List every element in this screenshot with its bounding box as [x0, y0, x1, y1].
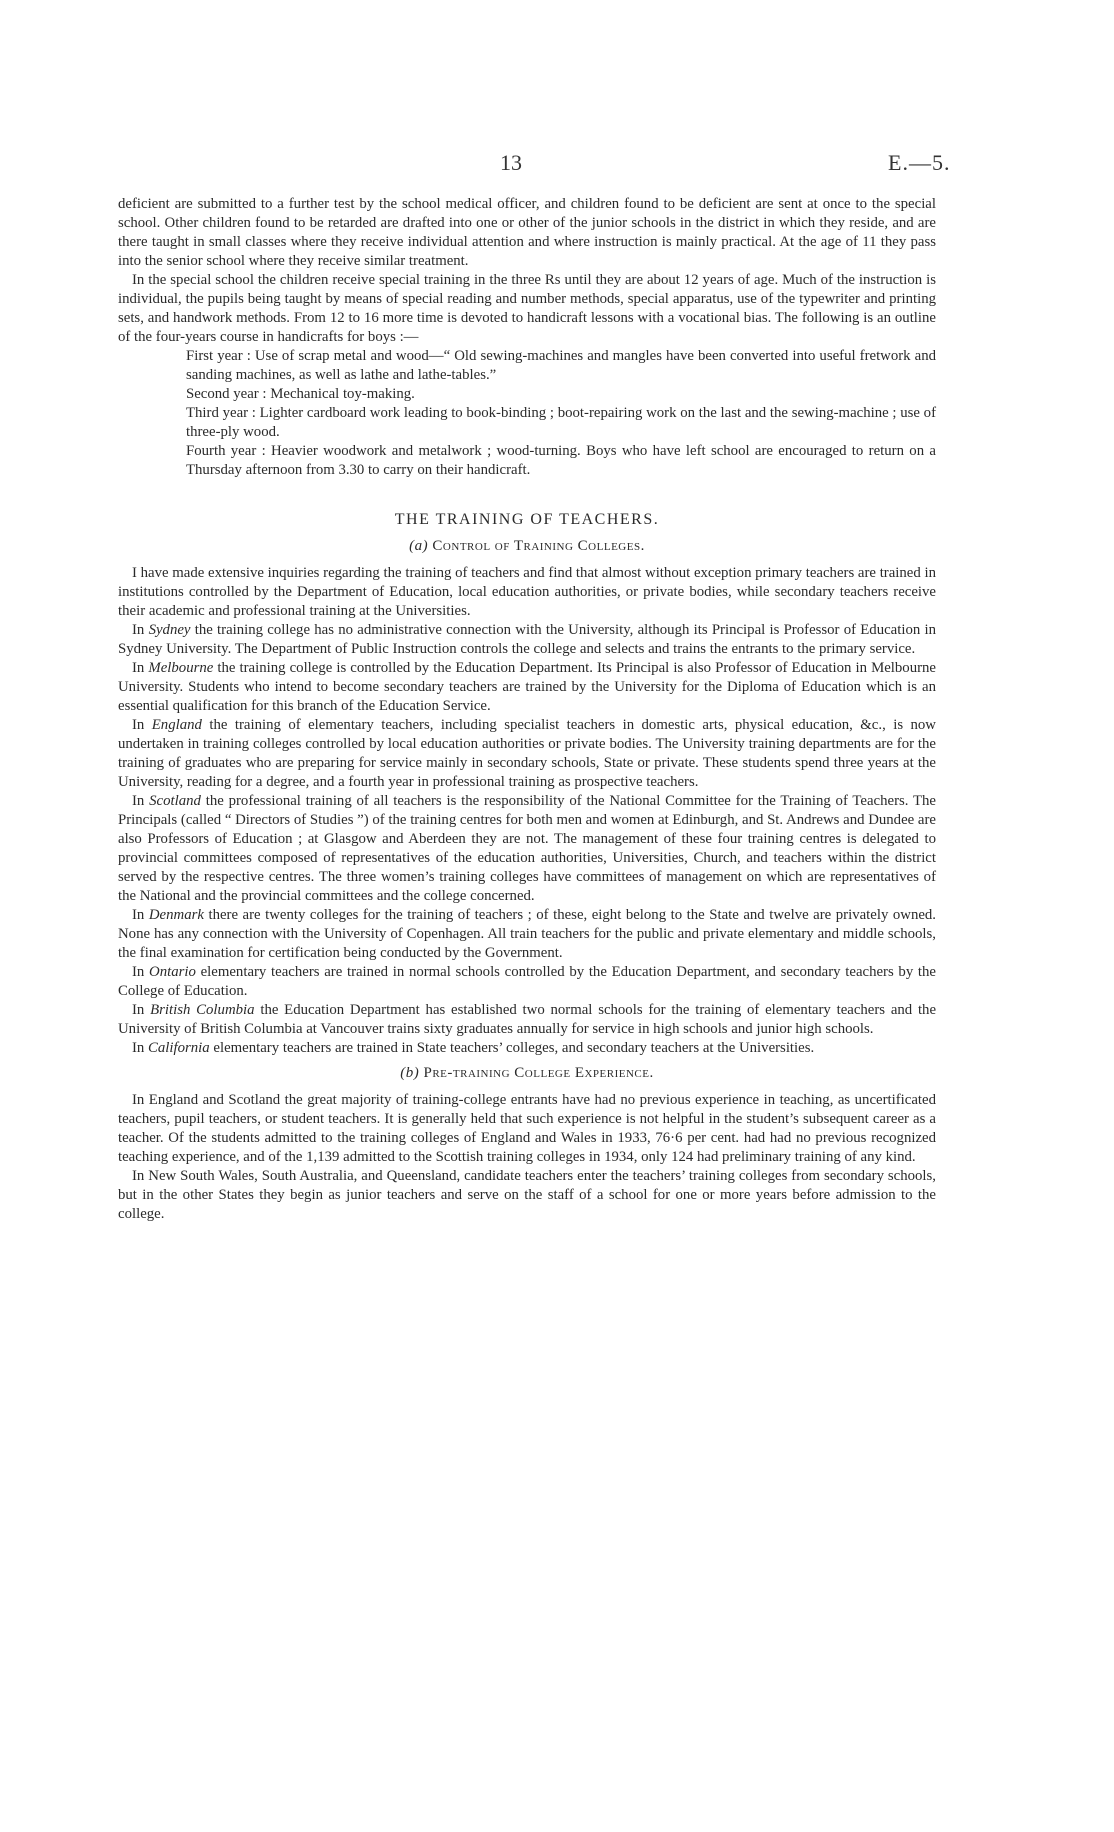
subsection-label: (b) — [400, 1065, 420, 1081]
course-term: Second year : — [186, 386, 267, 402]
place-paragraph-england: In England the training of elementary teachers, including specialist teachers in domestic arts, physical education, &c., is now undertaken in training colleges controlled by local education authorities or private bodies. The University training departments are for the training of graduates who are preparing for service mainly in secondary schools, State or private. These students spend three years at the University, reading for a degree, and a fourth year in professional training as prospective teachers. — [118, 717, 936, 790]
intro-paragraph-1: deficient are submitted to a further test by the school medical officer, and children found to be deficient are sent at once to the special school. Other children found to be retarded are drafted into one or other of the junior schools in the district in which they reside, and are there taught in small classes where they receive individual attention and where instruction is mainly practical. At the age of 11 they pass into the senior school where they receive similar treatment. — [118, 196, 936, 269]
course-text: Lighter cardboard work leading to book-binding ; boot-repairing work on the last and the sewing-machine ; use of three-ply wood. — [186, 405, 937, 440]
subsection-title: Control of Training Colleges. — [432, 538, 645, 554]
handicraft-course-list — [186, 347, 936, 480]
place-name: Scotland — [149, 793, 201, 809]
place-name: England — [151, 717, 202, 733]
intro-paragraph-2: In the special school the children receive special training in the three Rs until they are about 12 years of age. Much of the instruction is individual, the pupils being taught by means of special reading and number methods, special apparatus, use of the typewriter and printing sets, and handwork methods. From 12 to 16 more time is devoted to handicraft lessons with a vocational bias. The following is an outline of the four-years course in handicrafts for boys :— — [118, 272, 936, 345]
course-year-3 — [186, 404, 936, 442]
place-name: Ontario — [149, 964, 196, 980]
place-name: Sydney — [148, 622, 191, 638]
experience-paragraph-1: In England and Scotland the great majority of training-college entrants have had no previous experience in teaching, as uncertificated teachers, pupil teachers, or student teachers. It is generally held that such experience is not helpful in the student’s subsequent career as a teacher. Of the students admitted to the training colleges of England and Wales in 1933, 76·6 per cent. had had no previous recognized teaching experience, and of the 1,139 admitted to the Scottish training colleges in 1934, only 124 had preliminary training of any kind. — [118, 1092, 936, 1165]
place-paragraph-british-columbia: In British Columbia the Education Department has established two normal schools for the training of elementary teachers and the University of British Columbia at Vancouver trains sixty graduates annually for service in high schools and junior high schools. — [118, 1002, 937, 1037]
section-heading: THE TRAINING OF TEACHERS. — [394, 511, 660, 528]
place-name: Denmark — [148, 907, 204, 923]
course-text: Use of scrap metal and wood—“ Old sewing-machines and mangles have been converted into useful fretwork and sanding machines, as well as lathe and lathe-tables.” — [186, 348, 936, 383]
course-term: First year : — [186, 348, 251, 364]
body-text — [118, 195, 936, 1224]
course-year-1 — [186, 347, 936, 385]
place-name: British Columbia — [150, 1002, 255, 1018]
course-text: Mechanical toy-making. — [270, 386, 415, 402]
course-year-2 — [186, 385, 936, 404]
subsection-heading-b — [118, 1064, 936, 1083]
course-term: Fourth year : — [186, 443, 266, 459]
page-number: 13 — [500, 150, 522, 175]
place-paragraph-ontario: In Ontario elementary teachers are trained in normal schools controlled by the Education Department, and secondary teachers by the College of Education. — [118, 964, 937, 999]
place-name: Melbourne — [148, 660, 214, 676]
place-paragraph-scotland: In Scotland the professional training of all teachers is the responsibility of the National Committee for the Training of Teachers. The Principals (called “ Directors of Studies ”) of the training centres for both men and women at Edinburgh, and St. Andrews and Dundee are also Professors of Education ; at Glasgow and Aberdeen they are not. The management of these four training centres is delegated to provincial committees composed of representatives of the education authorities, Universities, Church, and teachers within the district served by the respective centres. The three women’s training colleges have committees of management on which are representatives of the National and the provincial committees and the college concerned. — [118, 793, 936, 904]
place-name: California — [148, 1040, 210, 1056]
place-paragraph-melbourne: In Melbourne the training college is controlled by the Education Department. Its Principal is also Professor of Education in Melbourne University. Students who intend to become secondary teachers are trained by the University for the Diploma of Education which is an essential qualification for this branch of the Education Service. — [118, 660, 936, 714]
subsection-label: (a) — [409, 538, 429, 554]
subsection-heading-a — [118, 537, 936, 556]
series-reference: E.—5. — [888, 150, 951, 175]
place-paragraph-california: In California elementary teachers are trained in State teachers’ colleges, and secondary teachers at the Universities. — [132, 1040, 815, 1056]
course-term: Third year : — [186, 405, 256, 421]
place-paragraph-denmark: In Denmark there are twenty colleges for the training of teachers ; of these, eight belong to the State and twelve are privately owned. None has any connection with the University of Copenhagen. All train teachers for the public and private elementary and middle schools, the final examination for certification being conducted by the Government. — [118, 907, 937, 961]
training-intro-paragraph: I have made extensive inquiries regarding the training of teachers and find that almost without exception primary teachers are trained in institutions controlled by the Department of Education, local education authorities, or private bodies, while secondary teachers receive their academic and professional training at the Universities. — [118, 565, 936, 619]
place-paragraph-sydney: In Sydney the training college has no administrative connection with the University, although its Principal is Professor of Education in Sydney University. The Department of Public Instruction controls the college and selects and trains the entrants to the primary service. — [118, 622, 937, 657]
experience-paragraph-2: In New South Wales, South Australia, and Queensland, candidate teachers enter the teachers’ training colleges from secondary schools, but in the other States they begin as junior teachers and serve on the staff of a school for one or more years before admission to the college. — [118, 1168, 936, 1222]
course-text: Heavier woodwork and metalwork ; wood-turning. Boys who have left school are encouraged to return on a Thursday afternoon from 3.30 to carry on their handicraft. — [186, 443, 936, 478]
course-year-4 — [186, 442, 936, 480]
subsection-title: Pre-training College Experience. — [423, 1065, 654, 1081]
